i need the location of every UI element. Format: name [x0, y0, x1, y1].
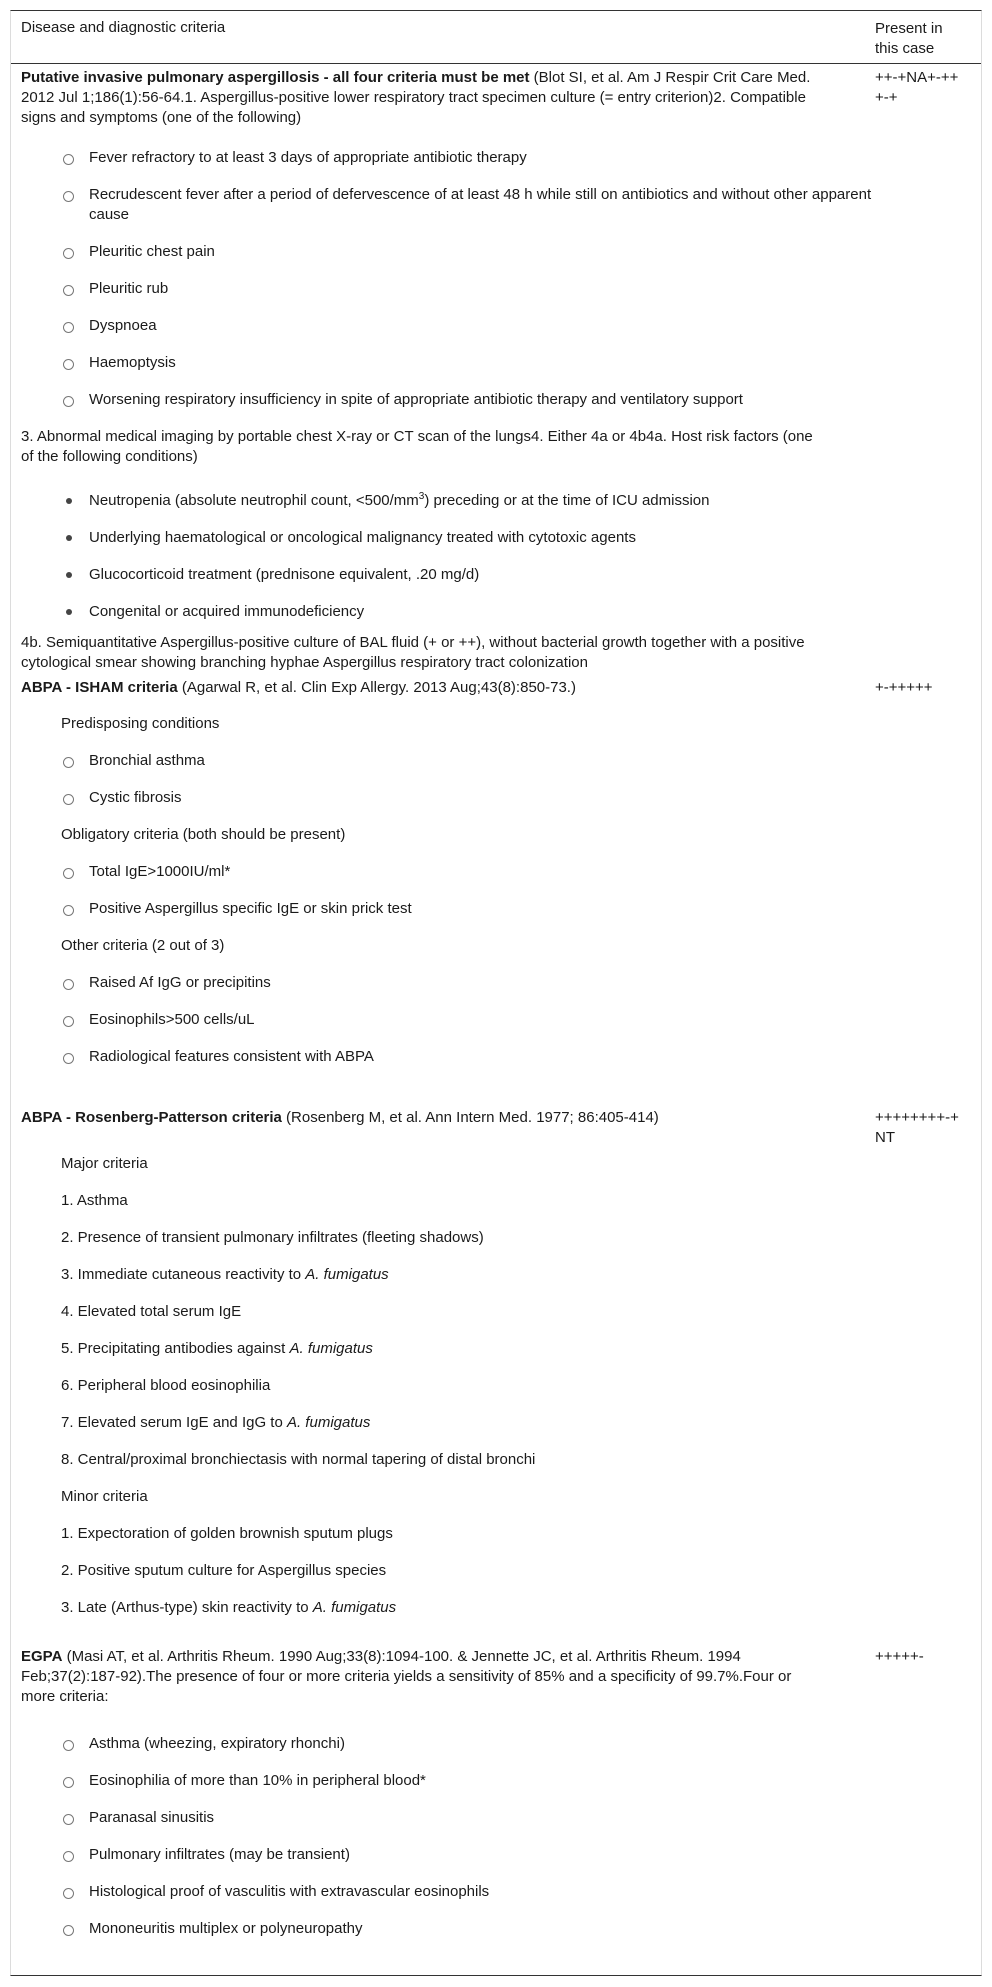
rp-major-5	[61, 1339, 373, 1359]
ipa-symptom-4: Pleuritic rub	[89, 280, 169, 297]
rp-major-label: Major criteria	[61, 1155, 148, 1172]
radio-icon	[63, 248, 74, 259]
rp-major-7-text: 7. Elevated serum IgE and IgG to	[61, 1414, 287, 1431]
ipa-symptom-3: Pleuritic chest pain	[89, 243, 215, 260]
egpa-heading	[21, 1647, 826, 1707]
radio-icon	[63, 1814, 74, 1825]
ipa-symptom-6: Haemoptysis	[89, 354, 176, 371]
radio-icon	[63, 979, 74, 990]
header-present-in-case: Present in this case	[875, 20, 943, 57]
isham-obligatory-2: Positive Aspergillus specific IgE or skin prick test	[89, 900, 412, 917]
ipa-risk-malignancy: Underlying haematological or oncological malignancy treated with cytotoxic agents	[89, 529, 636, 546]
rp-major-2: 2. Presence of transient pulmonary infiltrates (fleeting shadows)	[61, 1229, 484, 1246]
isham-other-2: Eosinophils>500 cells/uL	[89, 1011, 255, 1028]
rp-major-5-text: 5. Precipitating antibodies against	[61, 1340, 290, 1357]
isham-other-label: Other criteria (2 out of 3)	[61, 937, 225, 954]
radio-icon	[63, 905, 74, 916]
rp-major-7	[61, 1413, 370, 1433]
rp-major-7-species: A. fumigatus	[286, 1414, 371, 1431]
radio-icon	[63, 1016, 74, 1027]
radio-icon	[63, 868, 74, 879]
isham-predisposing-2: Cystic fibrosis	[89, 789, 182, 806]
ipa-title: Putative invasive pulmonary aspergillosis - all four criteria must be met	[21, 69, 530, 86]
rp-minor-3-text: 3. Late (Arthus-type) skin reactivity to	[61, 1599, 313, 1616]
egpa-title: EGPA	[21, 1648, 63, 1665]
radio-icon	[63, 359, 74, 370]
ipa-present: ++-+NA+-+++-+	[875, 69, 959, 106]
neutropenia-text-b: ) preceding or at the time of ICU admission	[424, 492, 710, 509]
rp-minor-label: Minor criteria	[61, 1488, 148, 1505]
radio-icon	[63, 1851, 74, 1862]
rp-title: ABPA - Rosenberg-Patterson criteria	[21, 1109, 282, 1126]
rp-minor-3	[61, 1598, 396, 1618]
neutropenia-superscript: 3	[418, 491, 425, 502]
rp-major-3-text: 3. Immediate cutaneous reactivity to	[61, 1266, 306, 1283]
ipa-risk-glucocorticoid: Glucocorticoid treatment (prednisone equivalent, .20 mg/d)	[89, 566, 480, 583]
isham-title: ABPA - ISHAM criteria	[21, 679, 178, 696]
egpa-criterion-6: Mononeuritis multiplex or polyneuropathy	[89, 1920, 363, 1937]
criteria-table	[10, 10, 982, 1976]
ipa-risk-immunodeficiency: Congenital or acquired immunodeficiency	[89, 603, 365, 620]
isham-reference: (Agarwal R, et al. Clin Exp Allergy. 2013 Aug;43(8):850-73.)	[177, 679, 576, 696]
radio-icon	[63, 285, 74, 296]
radio-icon	[63, 1888, 74, 1899]
rp-minor-1: 1. Expectoration of golden brownish sputum plugs	[61, 1525, 393, 1542]
egpa-reference: (Masi AT, et al. Arthritis Rheum. 1990 Aug;33(8):1094-100. & Jennette JC, et al. Arthritis Rheum. 1994 Feb;37(2):187-92).The presence of four or more criteria yields a sensitivity of 85% and a specificity of 99.7%.Four or more criteria:	[21, 1648, 792, 1705]
ipa-closing: 4b. Semiquantitative Aspergillus-positive culture of BAL fluid (+ or ++), without bacterial growth together with a positive cytological smear showing branching hyphae Aspergillus respiratory tract colonization	[21, 634, 805, 671]
radio-icon	[63, 1740, 74, 1751]
egpa-criterion-4: Pulmonary infiltrates (may be transient)	[89, 1846, 350, 1863]
rp-minor-3-species: A. fumigatus	[312, 1599, 397, 1616]
rp-major-4: 4. Elevated total serum IgE	[61, 1303, 242, 1320]
table-header	[11, 11, 981, 64]
isham-predisposing-1: Bronchial asthma	[89, 752, 205, 769]
isham-heading	[21, 678, 826, 698]
radio-icon	[63, 396, 74, 407]
ipa-symptom-7: Worsening respiratory insufficiency in spite of appropriate antibiotic therapy and ventilatory support	[89, 391, 743, 408]
radio-icon	[63, 154, 74, 165]
radio-icon	[63, 1925, 74, 1936]
radio-icon	[63, 191, 74, 202]
radio-icon	[63, 794, 74, 805]
radio-icon	[63, 1777, 74, 1788]
rp-major-3	[61, 1265, 389, 1285]
bullet-icon	[66, 535, 72, 541]
isham-other-1: Raised Af IgG or precipitins	[89, 974, 271, 991]
isham-present: +-+++++	[875, 679, 933, 696]
rp-heading	[21, 1108, 826, 1128]
rp-minor-2: 2. Positive sputum culture for Aspergillus species	[61, 1562, 387, 1579]
header-disease-criteria: Disease and diagnostic criteria	[21, 19, 226, 36]
rp-major-3-species: A. fumigatus	[305, 1266, 389, 1283]
ipa-symptom-1: Fever refractory to at least 3 days of appropriate antibiotic therapy	[89, 149, 527, 166]
radio-icon	[63, 757, 74, 768]
isham-obligatory-label: Obligatory criteria (both should be present)	[61, 826, 346, 843]
egpa-criterion-1: Asthma (wheezing, expiratory rhonchi)	[89, 1735, 345, 1752]
egpa-present: +++++-	[875, 1648, 924, 1665]
radio-icon	[63, 322, 74, 333]
rp-major-8: 8. Central/proximal bronchiectasis with normal tapering of distal bronchi	[61, 1451, 536, 1468]
egpa-criterion-2: Eosinophilia of more than 10% in peripheral blood*	[89, 1772, 426, 1789]
rp-major-1: 1. Asthma	[61, 1192, 128, 1209]
rp-major-5-species: A. fumigatus	[289, 1340, 373, 1357]
ipa-risk-neutropenia	[89, 491, 879, 511]
isham-obligatory-1: Total IgE>1000IU/ml*	[89, 863, 231, 880]
bullet-icon	[66, 498, 72, 504]
isham-other-3: Radiological features consistent with ABPA	[89, 1048, 374, 1065]
rp-present: ++++++++-+NT	[875, 1109, 959, 1146]
radio-icon	[63, 1053, 74, 1064]
neutropenia-text-a: Neutropenia (absolute neutrophil count, <500/mm	[89, 492, 419, 509]
egpa-criterion-5: Histological proof of vasculitis with extravascular eosinophils	[89, 1883, 490, 1900]
ipa-reference: (Blot SI, et al. Am J Respir Crit Care Med. 2012 Jul 1;186(1):56-64.1. Aspergillus-positive lower respiratory tract specimen culture (= entry criterion)2. Compatible signs and symptoms (one of the following)	[21, 69, 811, 126]
bullet-icon	[66, 609, 72, 615]
ipa-symptom-5: Dyspnoea	[89, 317, 157, 334]
ipa-symptom-2: Recrudescent fever after a period of defervescence of at least 48 h while still on antibiotics and without other apparent cause	[89, 186, 872, 223]
egpa-criterion-3: Paranasal sinusitis	[89, 1809, 215, 1826]
ipa-intro	[21, 68, 826, 128]
bullet-icon	[66, 572, 72, 578]
rp-major-6: 6. Peripheral blood eosinophilia	[61, 1377, 271, 1394]
ipa-imaging-criteria: 3. Abnormal medical imaging by portable chest X-ray or CT scan of the lungs4. Either 4a or 4b4a. Host risk factors (one of the following conditions)	[21, 428, 813, 465]
isham-predisposing-label: Predisposing conditions	[61, 715, 220, 732]
rp-reference: (Rosenberg M, et al. Ann Intern Med. 1977; 86:405-414)	[281, 1109, 659, 1126]
